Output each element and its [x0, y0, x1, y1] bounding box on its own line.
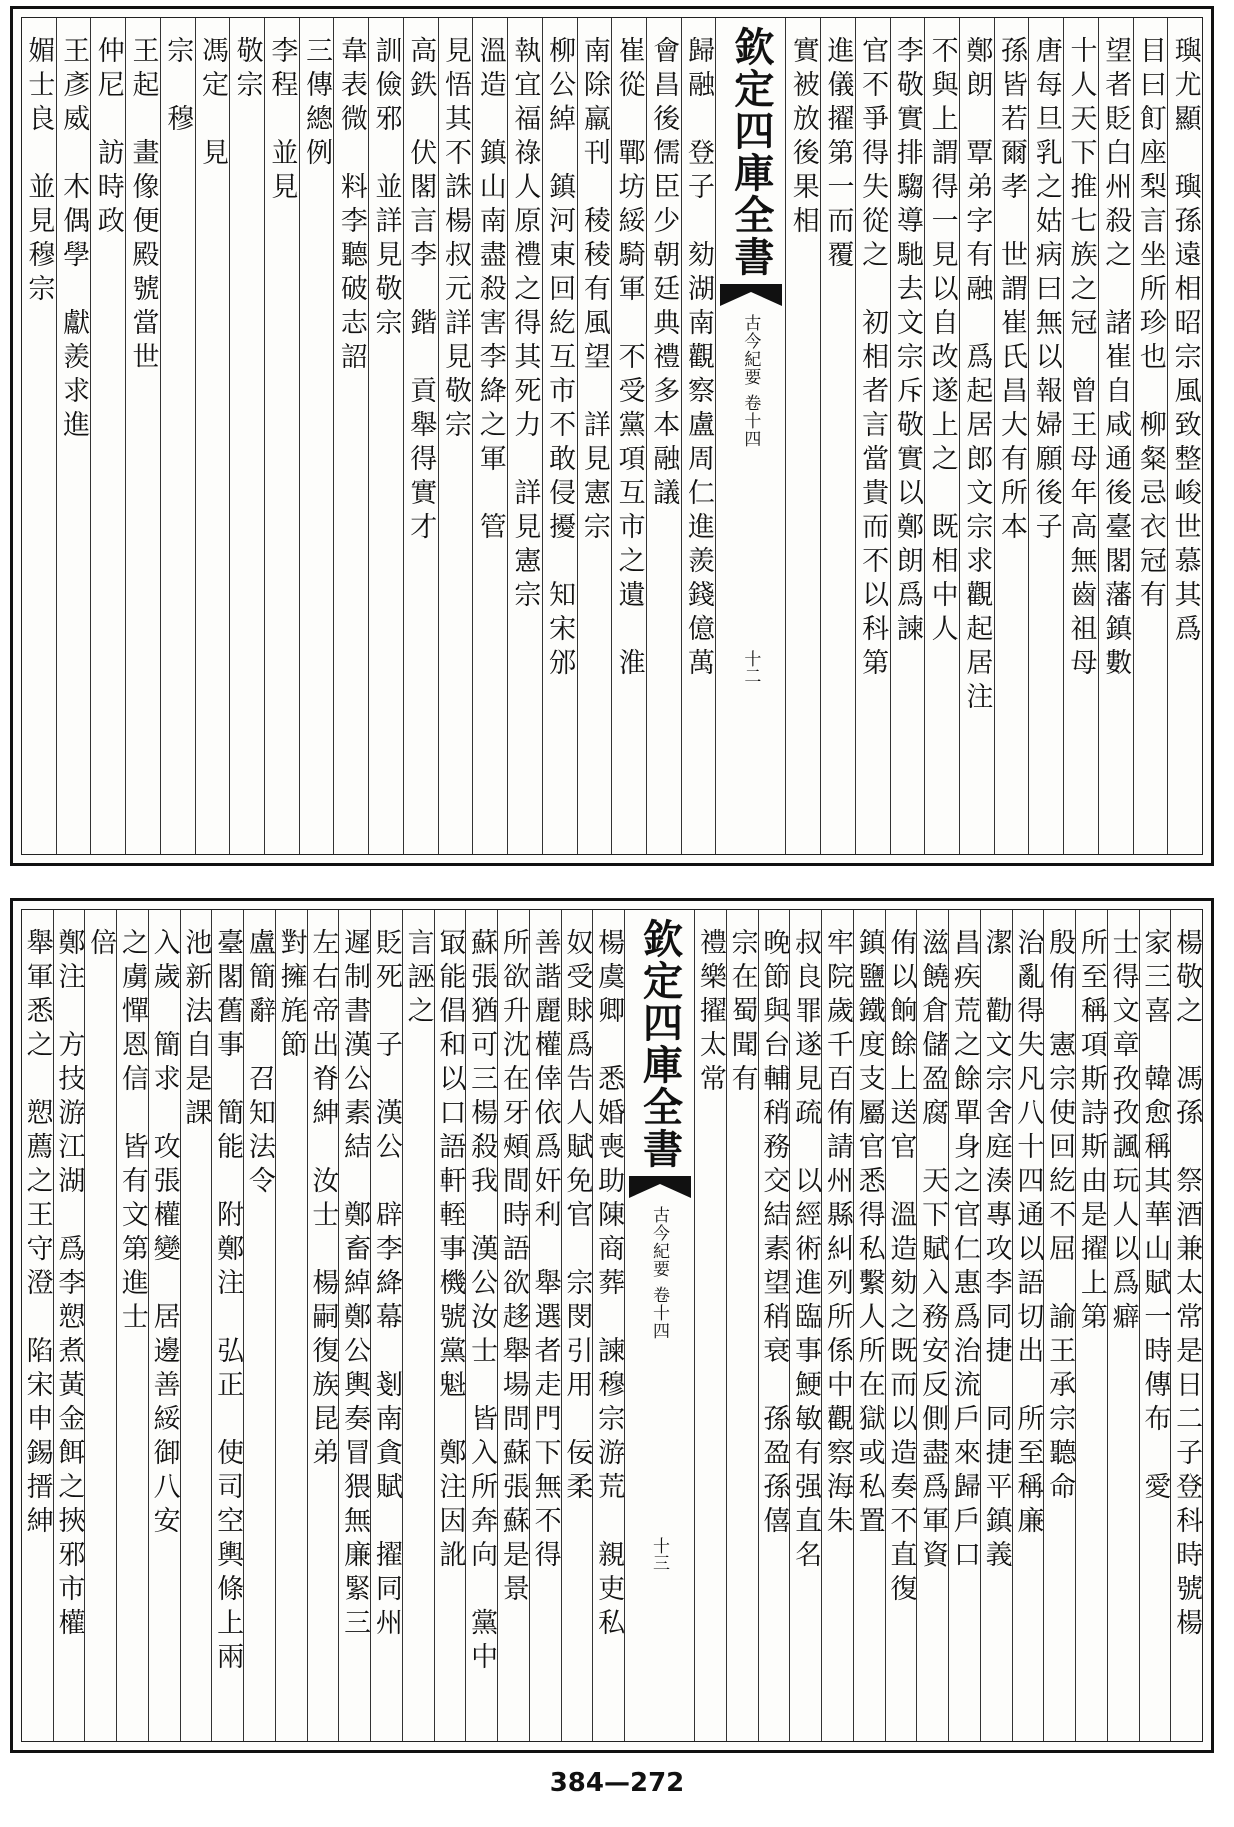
text-column: 蘇張猶可三楊殺我 漢公汝士 皆入所奔向 黨中: [465, 910, 497, 1741]
text-column: 奴受賕爲告人賦免官 宗閔引用 佞柔: [561, 910, 593, 1741]
text-column: 左右帝出脊紳 汝士 楊嗣復族昆弟: [307, 910, 339, 1741]
fish-tail-mark-icon: [629, 1176, 691, 1198]
text-column: 李程 並見: [264, 18, 299, 854]
text-column: 言誣之: [402, 910, 434, 1741]
center-spine: [624, 910, 694, 1741]
text-column: 入歲 簡求 攻張權變 居邊善綏御八安: [148, 910, 180, 1741]
text-column: 貶死 子 漢公 辟李絳幕 剗南貪賦 擢同州: [370, 910, 402, 1741]
text-column: 會昌後儒臣少朝廷典禮多本融議: [646, 18, 681, 854]
text-column: 晚節與台輔稍務交結素望稍衰 孫盈孫僖: [758, 910, 790, 1741]
text-column: 韋表微 料李聽破志詔: [333, 18, 368, 854]
text-column: 仲尼 訪時政: [90, 18, 125, 854]
text-column: 執宜福祿人原禮之得其死力 詳見憲宗: [507, 18, 542, 854]
text-column: 善諧麗權倖依爲奸利 舉選者走門下無不得: [529, 910, 561, 1741]
text-column: 三傳總例: [299, 18, 334, 854]
text-column: 敬宗: [229, 18, 264, 854]
text-column: 遲制書漢公素結 鄭畜綽鄭公輿奏冒猥無廉緊三: [338, 910, 370, 1741]
text-column: 士得文章孜孜諷玩人以爲癖: [1107, 910, 1139, 1741]
text-column: 璵尤顯 璵孫遠相昭宗風致整峻世慕其爲: [1167, 18, 1202, 854]
text-column: 治亂得失凡八十四通以語切出 所至稱廉: [1012, 910, 1044, 1741]
upper-columns: [22, 18, 1202, 854]
lower-columns: [22, 910, 1202, 1741]
lower-page: [10, 898, 1214, 1753]
volume-label: 卷十四: [740, 394, 761, 448]
text-column: 溫造 鎮山南盡殺害李絳之軍 管: [472, 18, 507, 854]
text-column: 十人天下推七族之冠 曾王母年高無齒祖母: [1063, 18, 1098, 854]
volume-label: 卷十四: [649, 1286, 669, 1340]
text-column: 牢院歲千百侑請州縣糾列所係中觀察海朱: [821, 910, 853, 1741]
upper-frame: [21, 17, 1203, 855]
text-column: 王起 畫像便殿號當世: [125, 18, 160, 854]
text-column: 殷侑 憲宗使回紇不屈 諭王承宗聽命: [1043, 910, 1075, 1741]
text-column: 目曰飣座梨言坐所珍也 柳粲忌衣冠有: [1133, 18, 1168, 854]
text-column: 之虜憚恩信 皆有文第進士: [116, 910, 148, 1741]
text-column: 李敬實排騶導馳去文宗斥敬實以鄭朗爲諫: [890, 18, 925, 854]
text-column: 楊敬之 馮孫 祭酒兼太常是日二子登科時號楊: [1170, 910, 1202, 1741]
text-column: 楊虞卿 悉婚喪助陳商葬 諫穆宗游荒 親吏私: [592, 910, 624, 1741]
text-column: 崔從 鄲坊綏騎軍 不受黨項互市之遺 淮: [611, 18, 646, 854]
text-column: 鄭注 方技游江湖 爲李愬煮黃金餌之挾邪市權: [53, 910, 85, 1741]
text-column: 倍: [84, 910, 116, 1741]
text-column: 侑以餉餘上送官 溫造劾之既而以造奏不直復: [885, 910, 917, 1741]
text-column: 唐每旦乳之姑病曰無以報婦願後子: [1028, 18, 1063, 854]
text-column: 馮定 見: [195, 18, 230, 854]
text-column: 臺閣舊事 簡能 附鄭注 弘正 使司空輿條上兩: [211, 910, 243, 1741]
book-title: 欽定四庫全書: [727, 26, 775, 278]
book-subtitle: 古今紀要: [740, 314, 761, 386]
text-column: 叔良罪遂見疏 以經術進臨事鯁敏有强直名: [789, 910, 821, 1741]
book-subtitle: 古今紀要: [649, 1206, 669, 1278]
folio-number: 十二: [740, 650, 761, 684]
text-column: 不與上謂得一見以自改遂上之 既相中人: [924, 18, 959, 854]
text-column: 柳公綽 鎮河東回紇互市不敢侵擾 知宋邠: [542, 18, 577, 854]
text-column: 望者貶白州殺之 諸崔自咸通後臺閣藩鎮數: [1098, 18, 1133, 854]
text-column: 高鉄 伏閣言李 鍇 貢舉得實才: [403, 18, 438, 854]
folio-number: 十三: [649, 1537, 669, 1571]
text-column: 見悟其不誅楊叔元詳見敬宗: [438, 18, 473, 854]
text-column: 宗 穆: [160, 18, 195, 854]
text-column: 所至稱項斯詩斯由是擢上第: [1075, 910, 1107, 1741]
text-column: 孫皆若爾孝 世謂崔氏昌大有所本: [994, 18, 1029, 854]
text-column: 官不爭得失從之 初相者言當貴而不以科第: [855, 18, 890, 854]
text-column: 進儀擢第一而覆: [820, 18, 855, 854]
upper-page: [10, 6, 1214, 866]
text-column: 鄭朗 覃弟字有融 爲起居郎文宗求觀起居注: [959, 18, 994, 854]
center-spine: [715, 18, 785, 854]
text-column: 禮樂擢太常: [694, 910, 726, 1741]
text-column: 舉軍悉之 愬薦之王守澄 陷宋申錫搢紳: [21, 928, 53, 1540]
text-column: 滋饒倉儲盈腐 天下賦入務安反側盡爲軍資: [916, 910, 948, 1741]
page-number: 384—272: [549, 1768, 685, 1798]
text-column: 家三喜 韓愈稱其華山賦一時傳布 愛: [1139, 910, 1171, 1741]
text-column: 潔 勸文宗舍庭湊專攻李同捷 同捷平鎮義: [980, 910, 1012, 1741]
text-column: 王彥威 木偶學 獻羨求進: [56, 18, 91, 854]
text-column: 媚士良 並見穆宗: [23, 36, 55, 308]
book-title: 欽定四庫全書: [636, 918, 684, 1170]
text-column: 實被放後果相: [785, 18, 820, 854]
text-column: 宗在蜀聞有: [726, 910, 758, 1741]
text-column: 鎮鹽鐵度支屬官悉得私繫人所在獄或私置: [853, 910, 885, 1741]
text-column: 所欲升沈在牙頰間時語欲趍舉場問蘇張蘇是景: [497, 910, 529, 1741]
lower-frame: [21, 909, 1203, 1742]
text-column: 南除羸刊 稜稜有風望 詳見憲宗: [577, 18, 612, 854]
text-column: 冣能倡和以口語軒輊事機號黨魁 鄭注因訛: [434, 910, 466, 1741]
text-column: 盧簡辭 召知法令: [243, 910, 275, 1741]
text-column: 訓儉邪 並詳見敬宗: [368, 18, 403, 854]
text-column: 歸融 登子 劾湖南觀察盧周仁進羨錢億萬: [681, 18, 716, 854]
text-column: 對擁旄節: [275, 910, 307, 1741]
fish-tail-mark-icon: [720, 284, 782, 306]
text-column: 昌疾荒之餘單身之官仁惠爲治流戶來歸戶口: [948, 910, 980, 1741]
text-column: 池新法自是課: [180, 910, 212, 1741]
